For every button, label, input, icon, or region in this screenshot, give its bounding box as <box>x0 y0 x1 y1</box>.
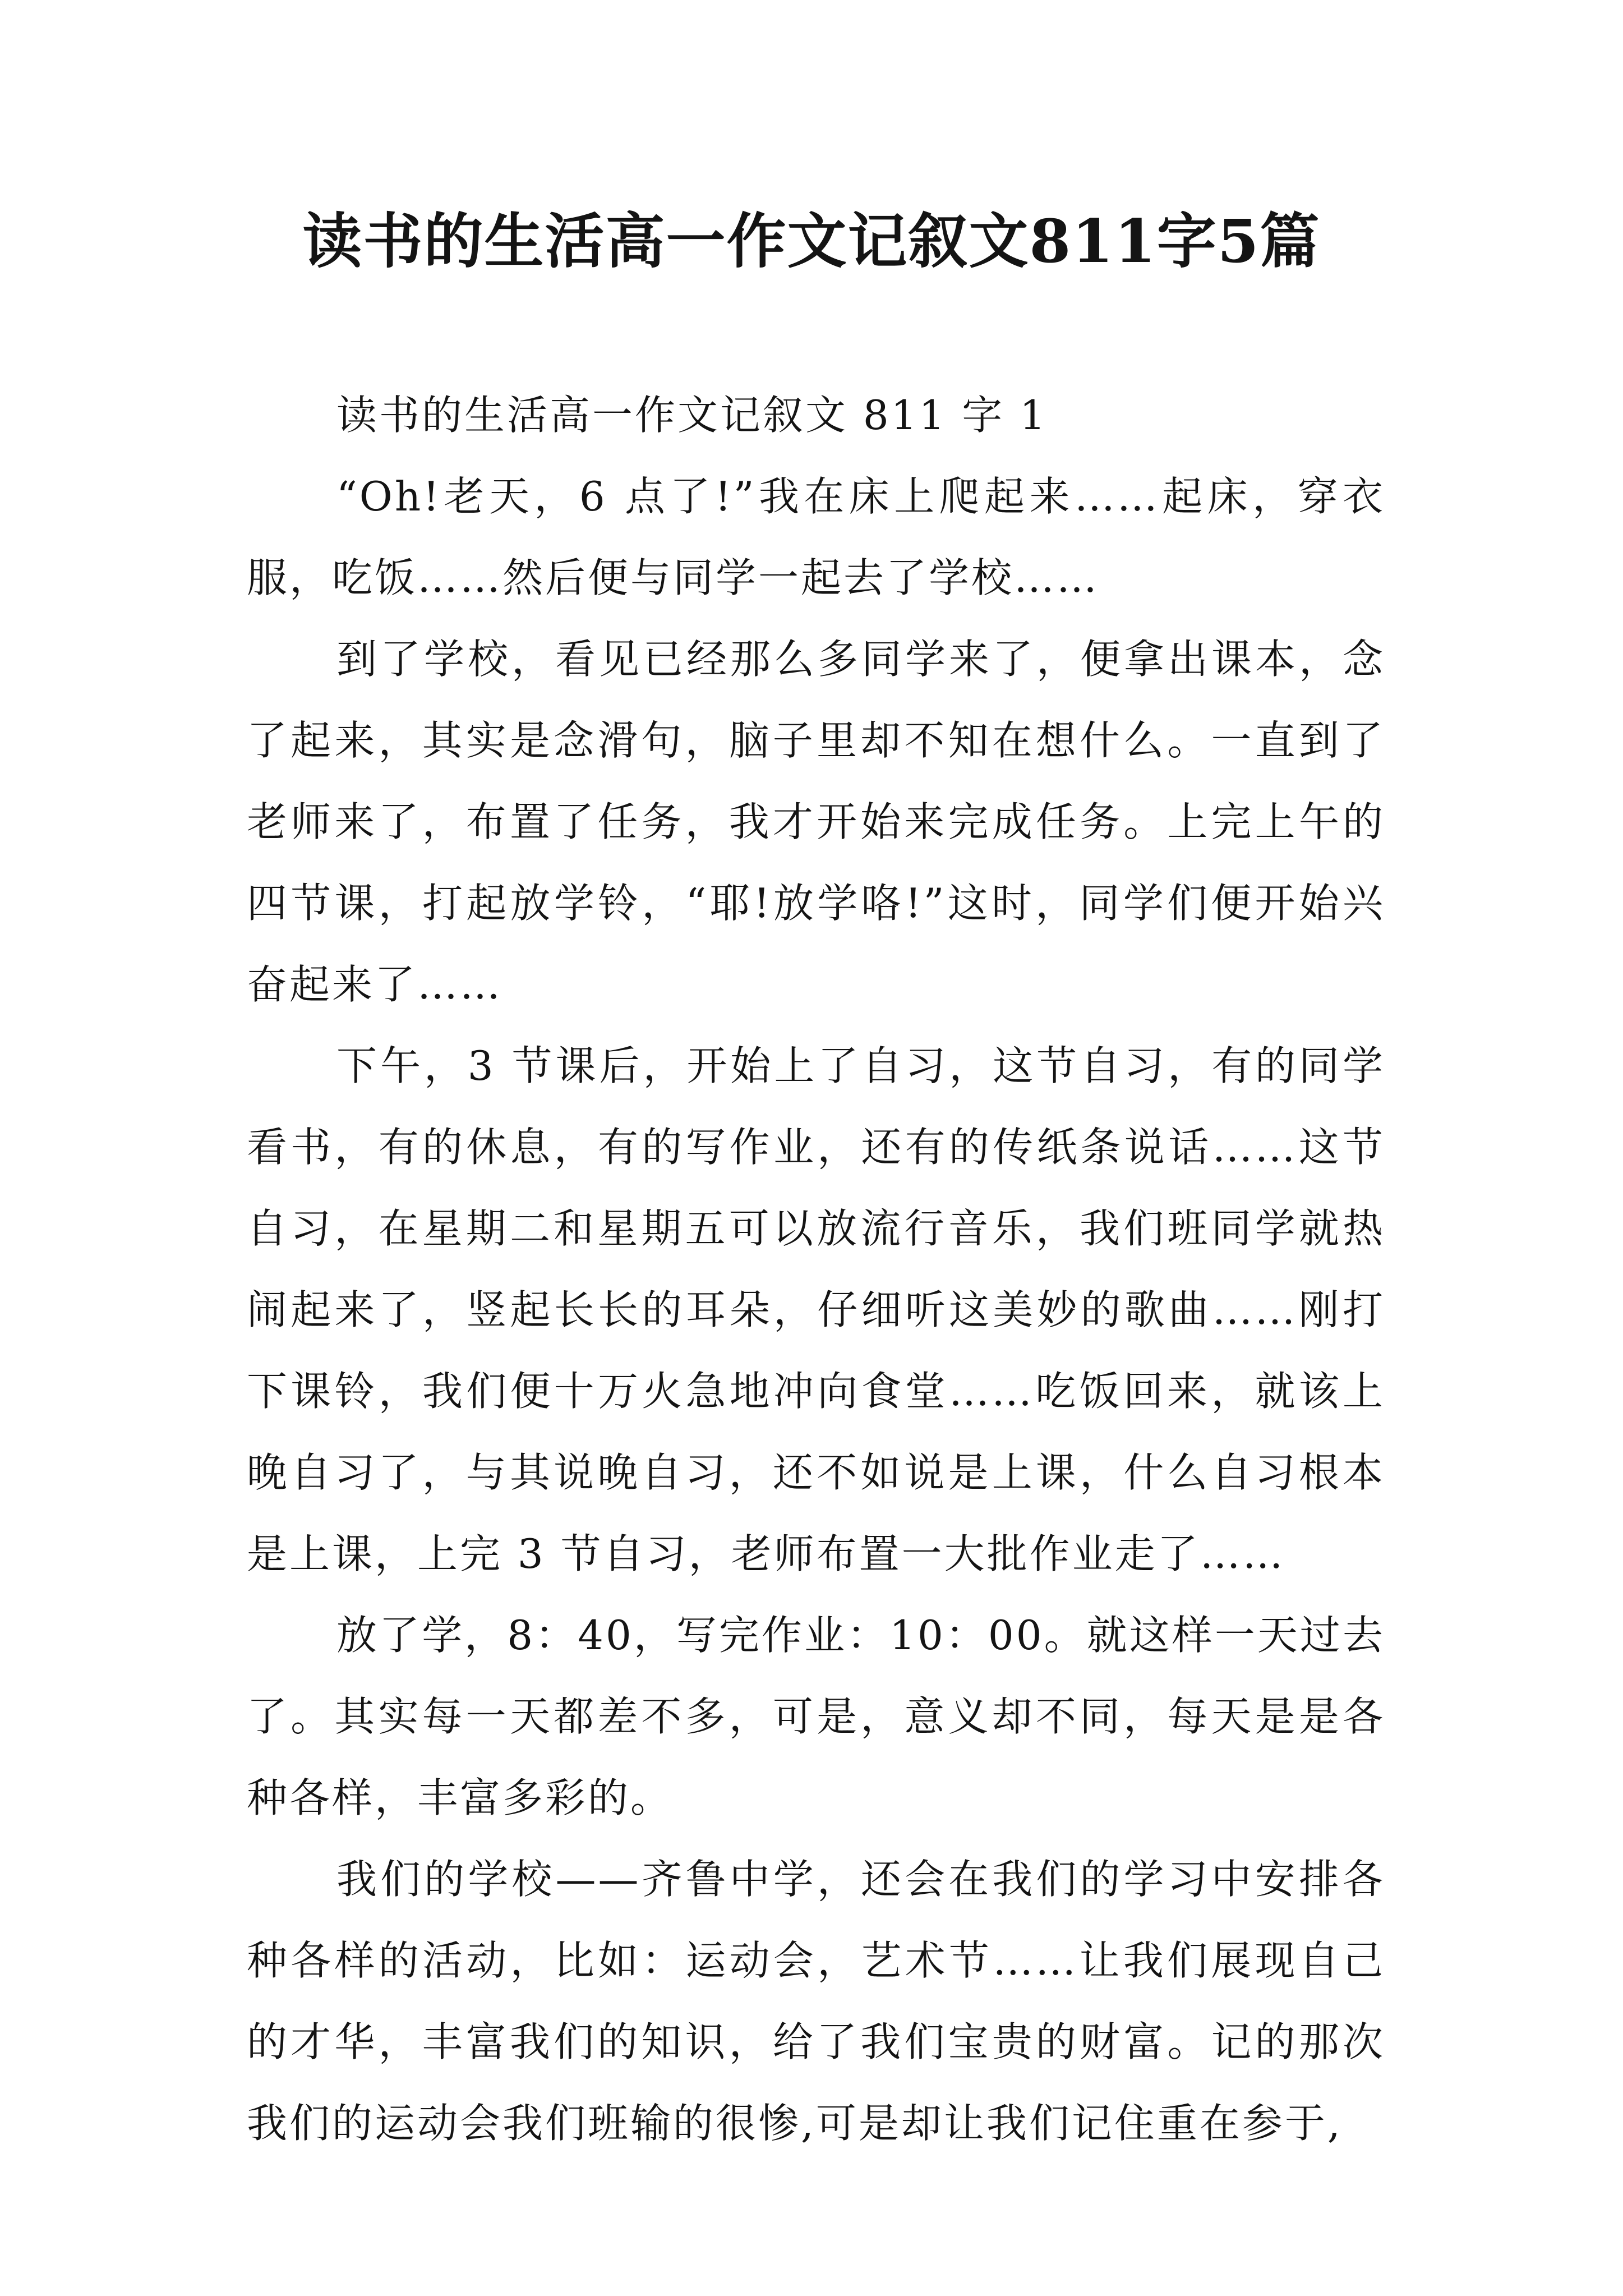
document-body <box>247 375 1385 2164</box>
paragraph: 我们的学校——齐鲁中学，还会在我们的学习中安排各种各样的活动，比如：运动会，艺术节……让我们展现自己的才华，丰富我们的知识，给了我们宝贵的财富。记的那次我们的运动会我们班输的很惨,可是却让我们记住重在参于, <box>247 1856 1385 2147</box>
paragraph: 下午，3 节课后，开始上了自习，这节自习，有的同学看书，有的休息，有的写作业，还有的传纸条说话……这节自习，在星期二和星期五可以放流行音乐，我们班同学就热闹起来了，竖起长长的耳朵，仔细听这美妙的歌曲……刚打下课铃，我们便十万火急地冲向食堂……吃饭回来，就该上晚自习了，与其说晚自习，还不如说是上课，什么自习根本是上课，上完 3 节自习，老师布置一大批作业走了…… <box>247 1042 1385 1577</box>
document-title: 读书的生活高一作文记叙文811字5篇 <box>302 206 1321 276</box>
paragraph: 到了学校，看见已经那么多同学来了，便拿出课本，念了起来，其实是念滑句，脑子里却不知在想什么。一直到了老师来了，布置了任务，我才开始来完成任务。上完上午的四节课，打起放学铃，“耶!放学咯!”这时，同学们便开始兴奋起来了…… <box>247 636 1385 1008</box>
section-heading: 读书的生活高一作文记叙文 811 字 1 <box>336 392 1048 439</box>
paragraph: 放了学，8：40，写完作业：10：00。就这样一天过去了。其实每一天都差不多，可是，意义却不同，每天是是各种各样，丰富多彩的。 <box>247 1612 1385 1821</box>
paragraph: “Oh!老天，6 点了!”我在床上爬起来……起床，穿衣服，吃饭……然后便与同学一起去了学校…… <box>247 473 1385 601</box>
